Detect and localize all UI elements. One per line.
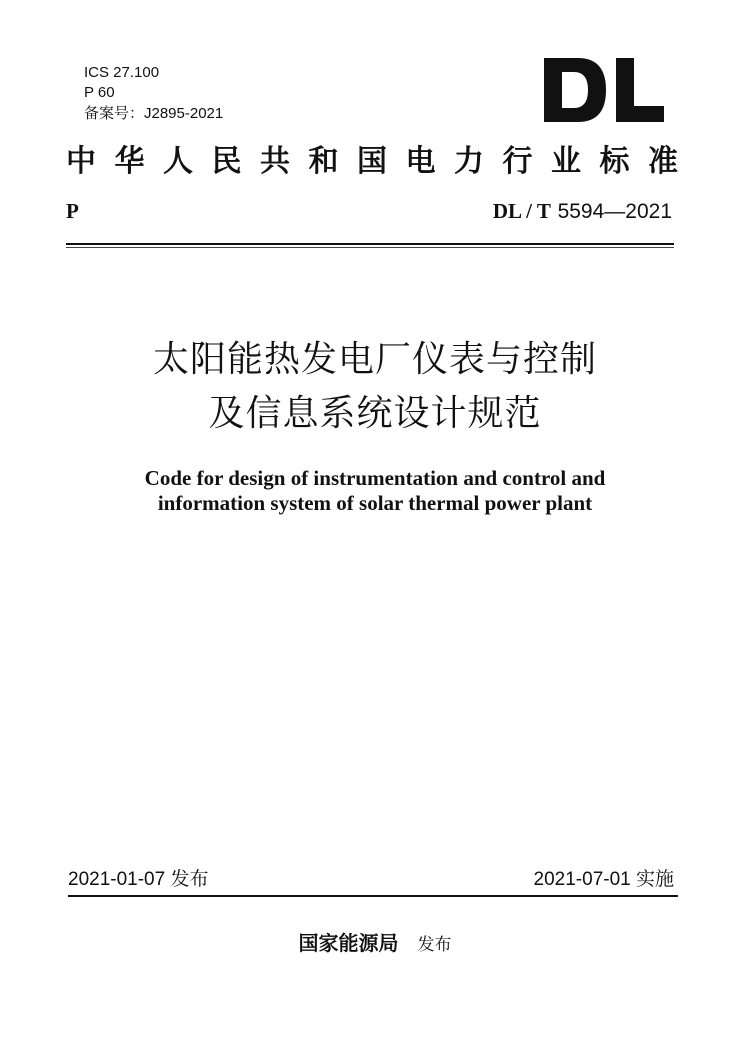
header-rule bbox=[66, 243, 674, 245]
classification-code: P 60 bbox=[84, 84, 115, 101]
standard-prefix: DL / T bbox=[492, 199, 551, 223]
publisher-name: 国家能源局 bbox=[298, 931, 399, 955]
title-cn-line1: 太阳能热发电厂仪表与控制 bbox=[152, 339, 597, 380]
standard-number-value: 5594—2021 bbox=[557, 200, 672, 223]
ics-code: ICS 27.100 bbox=[84, 64, 160, 81]
title-en-line1: Code for design of instrumentation and control and bbox=[144, 466, 606, 490]
class-letter: P bbox=[66, 199, 79, 223]
standard-number bbox=[493, 198, 672, 225]
issue-date: 2021-01-07 发布 bbox=[68, 869, 209, 890]
publisher-action: 发布 bbox=[417, 935, 452, 955]
footer-rule bbox=[68, 895, 678, 897]
publisher bbox=[0, 930, 750, 958]
dl-logo bbox=[544, 58, 664, 122]
implement-date: 2021-07-01 实施 bbox=[533, 869, 674, 890]
header-rule-thin bbox=[66, 247, 674, 248]
title-cn-line2: 及信息系统设计规范 bbox=[208, 393, 542, 434]
title-en-line2: information system of solar thermal power plant bbox=[157, 491, 593, 515]
record-number: 备案号：J2895-2021 bbox=[84, 105, 224, 122]
industry-standard-title: 中华人民共和国电力行业标准 bbox=[66, 144, 680, 179]
